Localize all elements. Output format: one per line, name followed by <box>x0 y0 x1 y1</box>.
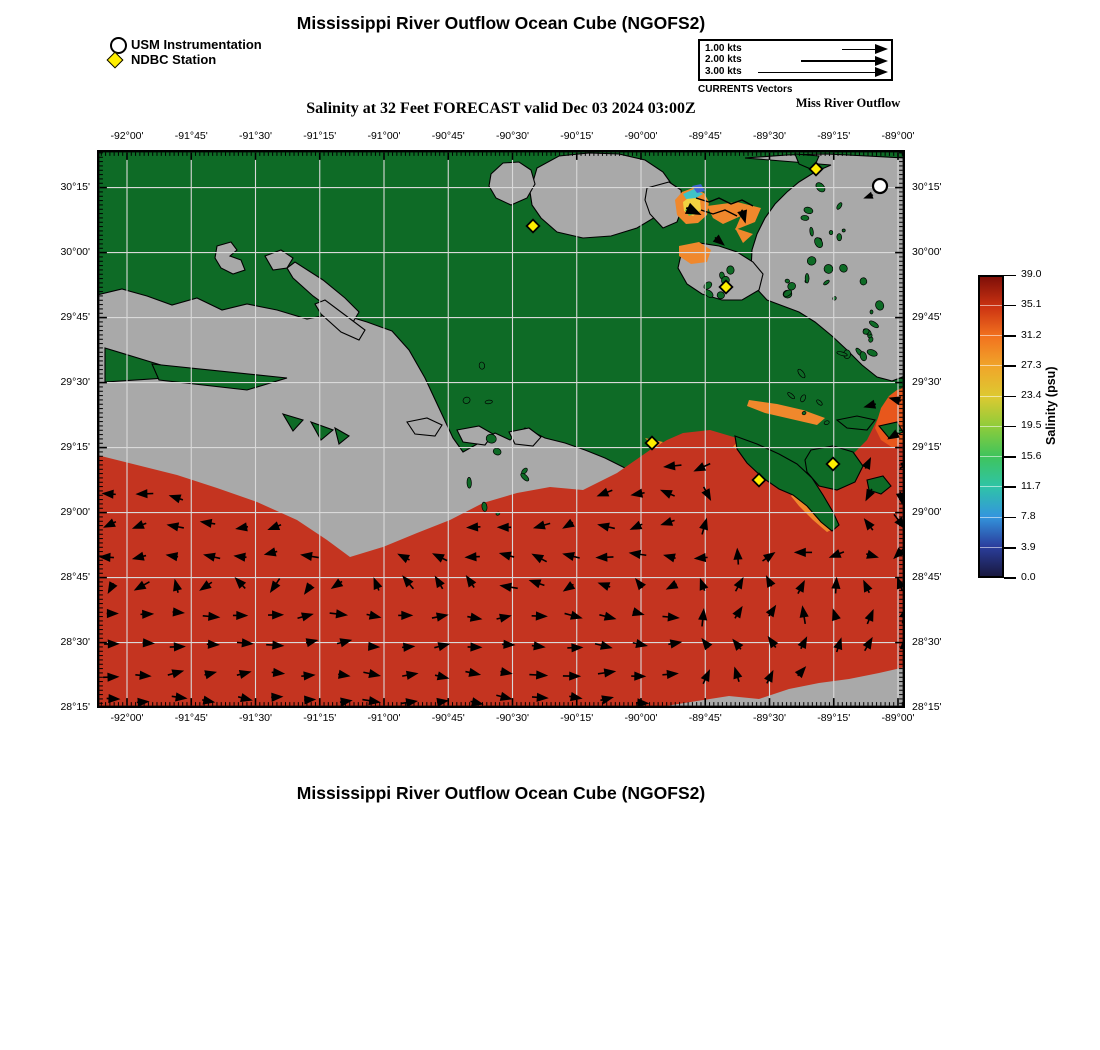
colorbar-title: Salinity (psu) <box>1044 366 1058 445</box>
y-tick-label-right: 29°00' <box>912 506 942 519</box>
x-tick-label-bottom: -92°00' <box>110 712 144 724</box>
vector-scale-line <box>801 60 876 62</box>
x-tick-label-bottom: -91°45' <box>174 712 208 724</box>
colorbar-tick <box>1004 486 1016 488</box>
vector-scale-label: 3.00 kts <box>705 65 742 77</box>
marsh-speckle <box>870 310 873 314</box>
vector-scale-label: 1.00 kts <box>705 42 742 54</box>
colorbar-tick-label: 7.8 <box>1021 510 1036 523</box>
x-tick-label-top: -92°00' <box>110 130 144 142</box>
colorbar-tick <box>1004 396 1016 398</box>
x-tick-label-bottom: -91°30' <box>238 712 273 724</box>
x-tick-label-bottom: -90°15' <box>560 712 594 724</box>
marsh-speckle <box>801 215 809 221</box>
colorbar-tick-label: 39.0 <box>1021 268 1042 280</box>
colorbar-level-line <box>980 517 1002 518</box>
colorbar-tick <box>1004 305 1016 307</box>
colorbar-level-line <box>980 486 1002 487</box>
y-tick-label-left: 29°15' <box>60 441 90 454</box>
x-tick-label-bottom: -90°00' <box>624 712 658 724</box>
colorbar-tick <box>1004 547 1016 549</box>
colorbar-tick-label: 11.7 <box>1021 479 1041 492</box>
x-tick-label-bottom: -89°00' <box>881 712 915 724</box>
y-tick-label-left: 30°15' <box>60 181 90 194</box>
page-title: Mississippi River Outflow Ocean Cube (NGOFS2) <box>296 13 706 33</box>
marsh-speckle <box>727 266 735 275</box>
colorbar-tick-label: 35.1 <box>1021 298 1042 311</box>
colorbar-tick-label: 27.3 <box>1021 358 1042 371</box>
x-tick-label-top: -89°30' <box>752 130 787 142</box>
y-tick-label-left: 28°15' <box>60 701 90 714</box>
colorbar-tick-label: 0.0 <box>1021 570 1036 583</box>
y-tick-label-left: 28°30' <box>60 636 90 649</box>
x-tick-label-bottom: -90°30' <box>495 712 530 724</box>
x-tick-label-top: -91°00' <box>367 130 401 142</box>
colorbar-tick-label: 19.5 <box>1021 419 1042 432</box>
vector-scale-line <box>758 72 876 74</box>
forecast-subtitle: Salinity at 32 Feet FORECAST valid Dec 03 2024 03:00Z <box>306 100 696 117</box>
x-tick-label-top: -90°15' <box>560 130 594 142</box>
miss-river-outflow-label: Miss River Outflow <box>795 96 901 110</box>
currents-caption: CURRENTS Vectors <box>698 84 793 95</box>
marsh-speckle <box>829 230 833 235</box>
y-tick-label-left: 29°30' <box>60 376 90 389</box>
y-tick-label-right: 29°15' <box>912 441 942 454</box>
y-tick-label-right: 28°15' <box>912 701 942 714</box>
colorbar-tick <box>1004 456 1016 458</box>
y-tick-label-right: 30°00' <box>912 246 942 259</box>
x-tick-label-top: -89°45' <box>688 130 722 142</box>
x-tick-label-bottom: -89°30' <box>752 712 787 724</box>
ndbc-diamond-icon <box>109 54 121 66</box>
colorbar-tick-label: 23.4 <box>1021 389 1042 402</box>
usm-instrumentation-marker <box>873 179 887 193</box>
colorbar-level-line <box>980 426 1002 427</box>
x-tick-label-top: -91°45' <box>174 130 208 142</box>
marsh-speckle <box>479 362 485 370</box>
colorbar-tick-label: 15.6 <box>1021 449 1042 462</box>
currents-vector-scale-box <box>698 39 893 81</box>
x-tick-label-top: -90°30' <box>495 130 530 142</box>
vector-scale-arrowhead-icon <box>875 44 888 54</box>
colorbar-level-line <box>980 305 1002 306</box>
y-tick-label-right: 28°45' <box>912 571 942 584</box>
x-tick-label-bottom: -89°15' <box>817 712 851 724</box>
colorbar-tick <box>1004 577 1016 579</box>
colorbar-level-line <box>980 456 1002 457</box>
colorbar-tick <box>1004 517 1016 519</box>
y-tick-label-right: 28°30' <box>912 636 942 649</box>
colorbar-level-line <box>980 547 1002 548</box>
vector-scale-line <box>842 49 876 51</box>
legend-ndbc-label: NDBC Station <box>131 52 217 67</box>
colorbar-tick <box>1004 335 1016 337</box>
y-tick-label-right: 29°45' <box>912 311 942 324</box>
x-tick-label-bottom: -91°15' <box>303 712 337 724</box>
colorbar-tick <box>1004 426 1016 428</box>
bottom-title: Mississippi River Outflow Ocean Cube (NGOFS2) <box>296 783 706 803</box>
marsh-speckle <box>467 477 472 488</box>
x-tick-label-top: -89°00' <box>881 130 915 142</box>
usm-circle-icon <box>110 37 127 54</box>
colorbar-tick <box>1004 365 1016 367</box>
x-tick-label-bottom: -90°45' <box>431 712 465 724</box>
colorbar-level-line <box>980 396 1002 397</box>
marsh-speckle <box>837 234 842 241</box>
x-tick-label-top: -91°30' <box>238 130 273 142</box>
marsh-speckle <box>859 277 867 285</box>
vector-scale-arrowhead-icon <box>875 56 888 66</box>
vector-scale-arrowhead-icon <box>875 67 888 77</box>
colorbar-tick-label: 3.9 <box>1021 540 1036 553</box>
y-tick-label-left: 30°00' <box>60 246 90 259</box>
colorbar-tick <box>1004 275 1016 277</box>
x-tick-label-top: -89°15' <box>817 130 851 142</box>
marsh-speckle <box>805 273 809 283</box>
y-tick-label-left: 29°00' <box>60 506 90 519</box>
x-tick-label-bottom: -91°00' <box>367 712 401 724</box>
colorbar-level-line <box>980 335 1002 336</box>
x-tick-label-bottom: -89°45' <box>688 712 722 724</box>
y-tick-label-right: 30°15' <box>912 181 942 194</box>
y-tick-label-right: 29°30' <box>912 376 942 389</box>
y-tick-label-left: 28°45' <box>60 571 90 584</box>
y-tick-label-left: 29°45' <box>60 311 90 324</box>
x-tick-label-top: -90°00' <box>624 130 658 142</box>
x-tick-label-top: -91°15' <box>303 130 337 142</box>
salinity-map <box>97 150 905 708</box>
vector-scale-label: 2.00 kts <box>705 54 742 65</box>
x-tick-label-top: -90°45' <box>431 130 465 142</box>
colorbar-tick-label: 31.2 <box>1021 328 1042 341</box>
legend-usm-label: USM Instrumentation <box>131 37 262 52</box>
colorbar-level-line <box>980 365 1002 366</box>
marsh-speckle <box>842 229 845 232</box>
